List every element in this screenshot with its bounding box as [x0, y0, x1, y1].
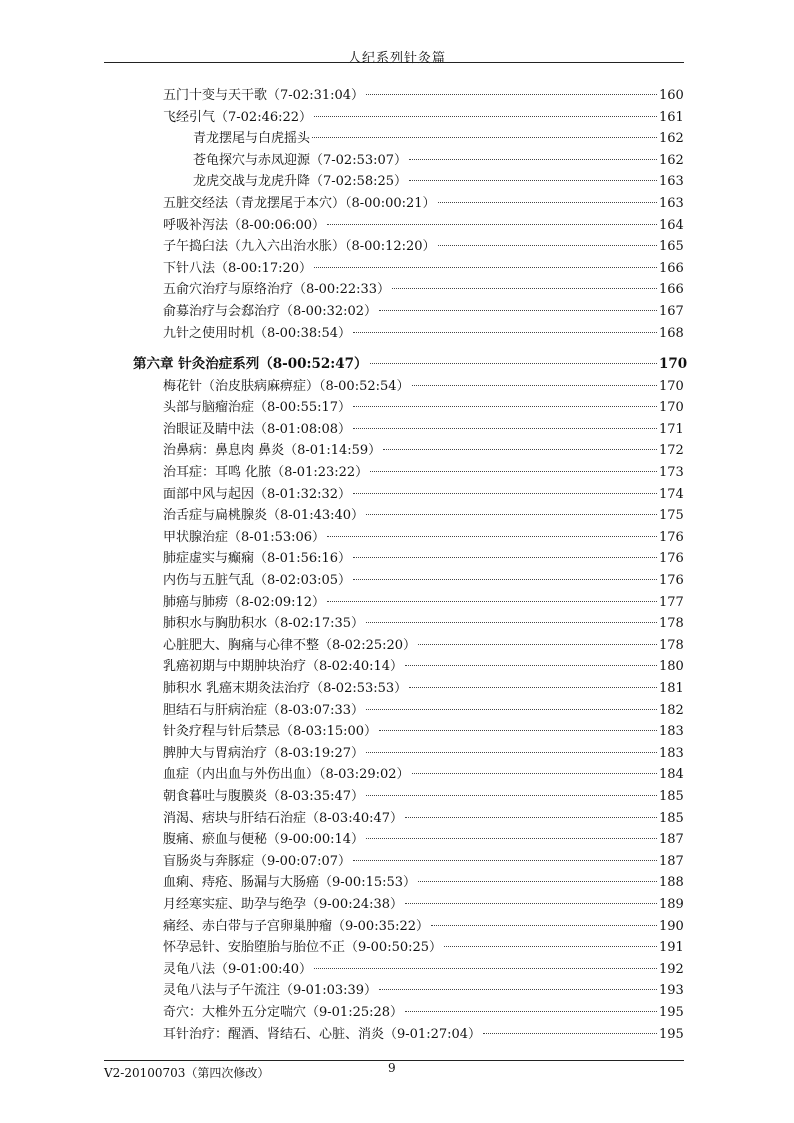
- toc-entry-page: 168: [659, 325, 684, 341]
- toc-entry-title: 内伤与五脏气乱（8-02:03:05）: [163, 573, 352, 588]
- dot-leader: [353, 332, 657, 333]
- toc-entry-page: 162: [659, 152, 684, 168]
- toc-entry[interactable]: [193, 128, 683, 149]
- toc-entry-title: 甲状腺治症（8-01:53:06）: [163, 529, 326, 545]
- toc-entry[interactable]: [163, 279, 683, 300]
- toc-entry[interactable]: [163, 1024, 683, 1045]
- dot-leader: [444, 946, 657, 947]
- toc-entry-page: 182: [659, 702, 684, 718]
- toc-entry[interactable]: [163, 592, 683, 613]
- dot-leader: [405, 903, 657, 904]
- toc-entry[interactable]: [163, 258, 683, 279]
- version-note: V2-20100703（第四次修改）: [104, 1066, 270, 1080]
- toc-entry-title: 针灸疗程与针后禁忌（8-03:15:00）: [163, 724, 378, 740]
- toc-entry[interactable]: [193, 171, 683, 192]
- toc-entry-title: 痛经、赤白带与子宫卵巢肿瘤（9-00:35:22）: [163, 918, 430, 934]
- toc-entry[interactable]: [163, 635, 683, 656]
- dot-leader: [327, 601, 657, 602]
- dot-leader: [366, 94, 657, 95]
- toc-entry-title: 飞经引气（7-02:46:22）: [163, 109, 313, 125]
- toc-entry-page: 166: [659, 260, 684, 276]
- toc-entry-page: 176: [659, 551, 684, 567]
- dot-leader: [418, 881, 657, 882]
- dot-leader: [412, 773, 657, 774]
- toc-entry-title: 消渴、痞块与肝结石治症（8-03:40:47）: [163, 810, 404, 826]
- toc-entry-page: 171: [659, 421, 684, 437]
- toc-entry-page: 172: [659, 443, 684, 459]
- dot-leader: [314, 968, 657, 969]
- toc-entry-title: 肺癌与肺痨（8-02:09:12）: [163, 594, 326, 610]
- toc-entry[interactable]: [163, 376, 683, 397]
- toc-entry-title: 奇穴：大椎外五分定喘穴（9-01:25:28）: [163, 1005, 404, 1020]
- toc-entry-title: 治鼻病：鼻息肉 鼻炎（8-01:14:59）: [163, 443, 382, 459]
- dot-leader: [370, 363, 657, 364]
- toc-entry-title: 五脏交经法（青龙摆尾于本穴）（8-00:00:21）: [163, 196, 436, 211]
- toc-entry-page: 195: [659, 1026, 684, 1042]
- toc-entry-page: 170: [659, 356, 688, 372]
- toc-entry-title: 乳癌初期与中期肿块治疗（8-02:40:14）: [163, 659, 404, 675]
- dot-leader: [353, 493, 657, 494]
- toc-entry-page: 170: [659, 378, 684, 394]
- toc-entry[interactable]: [163, 764, 683, 785]
- dot-leader: [327, 224, 657, 225]
- toc-entry[interactable]: [163, 872, 683, 893]
- header-title: 人纪系列针灸篇: [347, 51, 446, 66]
- toc-entry-page: 163: [659, 174, 684, 190]
- toc-entry-page: 176: [659, 573, 684, 588]
- toc-entry-page: 178: [659, 637, 684, 653]
- toc-entry[interactable]: [163, 505, 683, 526]
- toc-entry-page: 170: [659, 400, 684, 416]
- dot-leader: [312, 137, 657, 138]
- dot-leader: [409, 687, 657, 688]
- toc-entry-title: 灵龟八法（9-01:00:40）: [163, 961, 313, 977]
- toc-entry[interactable]: [163, 894, 683, 915]
- dot-leader: [366, 709, 657, 710]
- toc-entry-title: 苍龟探穴与赤凤迎源（7-02:53:07）: [193, 152, 408, 168]
- dot-leader: [409, 159, 657, 160]
- toc-entry[interactable]: [163, 743, 683, 764]
- toc-entry-title: 怀孕忌针、安胎堕胎与胎位不正（9-00:50:25）: [163, 940, 443, 956]
- toc-entry[interactable]: [163, 829, 683, 850]
- toc-entry[interactable]: [163, 301, 683, 322]
- toc-entry-page: 183: [659, 724, 684, 740]
- page-number: 9: [388, 1061, 396, 1075]
- dot-leader: [438, 245, 657, 246]
- toc-entry-page: 192: [659, 961, 684, 977]
- toc-entry-title: 朝食暮吐与腹膜炎（8-03:35:47）: [163, 789, 365, 804]
- dot-leader: [366, 514, 657, 515]
- dot-leader: [366, 752, 657, 753]
- dot-leader: [366, 622, 657, 623]
- toc-entry-page: 164: [659, 217, 684, 233]
- toc-entry[interactable]: [163, 462, 683, 483]
- toc-entry-title: 俞募治疗与会郄治疗（8-00:32:02）: [163, 304, 378, 319]
- dot-leader: [405, 665, 657, 666]
- toc-entry-page: 160: [659, 88, 684, 103]
- toc-entry-title: 血症（内出血与外伤出血）（8-03:29:02）: [163, 767, 410, 783]
- toc-entry-page: 162: [659, 131, 684, 147]
- toc-entry[interactable]: [163, 107, 683, 128]
- toc-entry[interactable]: [163, 397, 683, 418]
- toc-entry-page: 173: [659, 465, 684, 480]
- dot-leader: [405, 817, 657, 818]
- dot-leader: [366, 795, 657, 796]
- toc-entry-page: 189: [659, 897, 684, 912]
- dot-leader: [314, 267, 657, 268]
- toc-entry[interactable]: [163, 851, 683, 872]
- toc-entry-page: 163: [659, 196, 684, 211]
- dot-leader: [405, 1011, 657, 1012]
- toc-entry-title: 下针八法（8-00:17:20）: [163, 260, 313, 276]
- toc-entry-title: 五俞穴治疗与原络治疗（8-00:22:33）: [163, 282, 391, 298]
- toc-chapter-heading[interactable]: [133, 354, 688, 375]
- toc-entry[interactable]: [163, 916, 683, 937]
- toc-entry-title: 呼吸补泻法（8-00:06:00）: [163, 217, 326, 233]
- dot-leader: [353, 579, 657, 580]
- toc-chapter-title: 第六章 针灸治症系列（8-00:52:47）: [133, 356, 368, 372]
- dot-leader: [366, 838, 657, 839]
- toc-entry-title: 胆结石与肝病治症（8-03:07:33）: [163, 702, 365, 718]
- dot-leader: [438, 202, 657, 203]
- toc-entry[interactable]: [163, 236, 683, 257]
- toc-entry-page: 185: [659, 789, 684, 804]
- dot-leader: [353, 860, 657, 861]
- toc-entry[interactable]: [163, 548, 683, 569]
- dot-leader: [353, 406, 657, 407]
- toc-entry-page: 184: [659, 767, 684, 783]
- toc-entry-page: 166: [659, 282, 684, 298]
- toc-entry-page: 180: [659, 659, 684, 675]
- toc-entry[interactable]: [163, 700, 683, 721]
- toc-entry[interactable]: [163, 937, 683, 958]
- toc-entry-title: 五门十变与天干歌（7-02:31:04）: [163, 88, 365, 103]
- toc-entry[interactable]: [193, 150, 683, 171]
- toc-entry-title: 腹痛、瘀血与便秘（9-00:00:14）: [163, 832, 365, 848]
- toc-entry[interactable]: [163, 656, 683, 677]
- toc-entry[interactable]: [163, 484, 683, 505]
- toc-entry-page: 181: [659, 681, 684, 696]
- dot-leader: [418, 644, 657, 645]
- toc-entry-page: 161: [659, 109, 684, 125]
- toc-entry-title: 月经寒实症、助孕与绝孕（9-00:24:38）: [163, 897, 404, 912]
- dot-leader: [392, 288, 657, 289]
- toc-entry-title: 头部与脑瘤治症（8-00:55:17）: [163, 400, 352, 416]
- toc-entry-title: 血痢、痔疮、肠漏与大肠癌（9-00:15:53）: [163, 875, 417, 891]
- dot-leader: [353, 557, 657, 558]
- dot-leader: [379, 989, 657, 990]
- toc-entry[interactable]: [163, 419, 683, 440]
- toc-entry-title: 子午捣臼法（九入六出治水胀）（8-00:12:20）: [163, 239, 436, 255]
- toc-entry-page: 190: [659, 918, 684, 934]
- toc-entry-title: 龙虎交战与龙虎升降（7-02:58:25）: [193, 174, 408, 190]
- toc-entry[interactable]: [163, 85, 683, 106]
- toc-entry[interactable]: [163, 808, 683, 829]
- toc-entry-title: 治耳症：耳鸣 化脓（8-01:23:22）: [163, 465, 369, 480]
- toc-entry-page: 174: [659, 486, 684, 502]
- toc-entry[interactable]: [163, 678, 683, 699]
- toc-entry[interactable]: [163, 215, 683, 236]
- toc-entry[interactable]: [163, 193, 683, 214]
- toc-entry[interactable]: [163, 323, 683, 344]
- toc-entry-title: 耳针治疗：醒酒、肾结石、心脏、消炎（9-01:27:04）: [163, 1026, 482, 1042]
- toc-entry-title: 九针之使用时机（8-00:38:54）: [163, 325, 352, 341]
- toc-entry-page: 183: [659, 745, 684, 761]
- dot-leader: [412, 385, 657, 386]
- toc-entry-title: 治舌症与扁桃腺炎（8-01:43:40）: [163, 508, 365, 524]
- toc-entry-page: 187: [659, 853, 684, 869]
- toc-entry[interactable]: [163, 613, 683, 634]
- toc-entry[interactable]: [163, 980, 683, 1001]
- toc-entry-title: 肺症虚实与癫痫（8-01:56:16）: [163, 551, 352, 567]
- toc-entry-title: 治眼证及睛中法（8-01:08:08）: [163, 421, 352, 437]
- toc-entry-title: 青龙摆尾与白虎摇头: [193, 131, 311, 147]
- toc-entry-page: 165: [659, 239, 684, 255]
- toc-entry-page: 188: [659, 875, 684, 891]
- toc-entry[interactable]: [163, 440, 683, 461]
- dot-leader: [353, 428, 657, 429]
- toc-entry-page: 185: [659, 810, 684, 826]
- toc-entry[interactable]: [163, 570, 683, 591]
- dot-leader: [314, 116, 657, 117]
- dot-leader: [370, 471, 657, 472]
- toc-entry[interactable]: [163, 959, 683, 980]
- toc-entry-title: 肺积水 乳癌末期灸法治疗（8-02:53:53）: [163, 681, 408, 696]
- toc-entry-page: 191: [659, 940, 684, 956]
- toc-entry-page: 178: [659, 616, 684, 632]
- toc-entry-title: 灵龟八法与子午流注（9-01:03:39）: [163, 983, 378, 999]
- dot-leader: [327, 536, 657, 537]
- toc-entry-page: 193: [659, 983, 684, 999]
- toc-entry-page: 187: [659, 832, 684, 848]
- toc-entry[interactable]: [163, 527, 683, 548]
- toc-entry-page: 176: [659, 529, 684, 545]
- toc-entry-page: 195: [659, 1005, 684, 1020]
- dot-leader: [431, 925, 657, 926]
- toc-entry-title: 面部中风与起因（8-01:32:32）: [163, 486, 352, 502]
- dot-leader: [409, 180, 657, 181]
- toc-entry-title: 脾肿大与胃病治疗（8-03:19:27）: [163, 745, 365, 761]
- toc-entry-title: 心脏肥大、胸痛与心律不整（8-02:25:20）: [163, 637, 417, 653]
- toc-entry[interactable]: [163, 721, 683, 742]
- dot-leader: [383, 449, 657, 450]
- dot-leader: [483, 1033, 657, 1034]
- dot-leader: [379, 310, 657, 311]
- toc-entry[interactable]: [163, 786, 683, 807]
- toc-entry-page: 175: [659, 508, 684, 524]
- toc-entry-title: 梅花针（治皮肤病麻痹症）（8-00:52:54）: [163, 378, 410, 394]
- toc-entry-title: 盲肠炎与奔豚症（9-00:07:07）: [163, 853, 352, 869]
- toc-entry-page: 167: [659, 304, 684, 319]
- dot-leader: [379, 730, 657, 731]
- header-rule: [104, 62, 684, 63]
- toc-entry-page: 177: [659, 594, 684, 610]
- toc-entry[interactable]: [163, 1002, 683, 1023]
- toc-entry-title: 肺积水与胸肋积水（8-02:17:35）: [163, 616, 365, 632]
